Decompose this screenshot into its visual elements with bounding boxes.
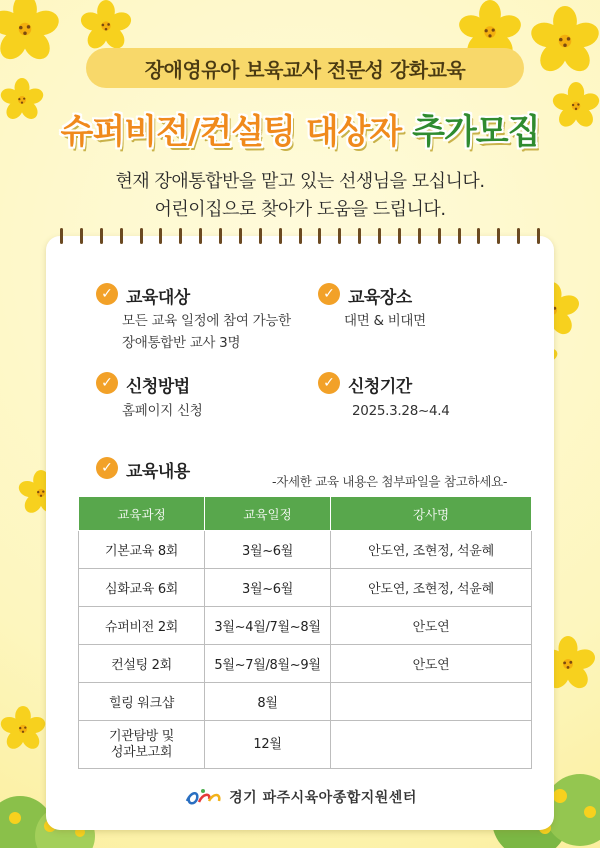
cell-course: 힐링 워크샵 bbox=[79, 683, 205, 721]
table-header-row bbox=[79, 497, 532, 531]
content-note: -자세한 교육 내용은 첨부파일을 참고하세요- bbox=[272, 474, 508, 489]
cell-instructor: 안도연 bbox=[331, 607, 532, 645]
intro-text bbox=[0, 168, 600, 224]
header-course: 교육과정 bbox=[79, 497, 205, 531]
info-card bbox=[46, 236, 554, 830]
method-title: 신청방법 bbox=[126, 377, 190, 397]
content-title: 교육내용 bbox=[126, 462, 190, 482]
place-text: 대면 & 비대면 bbox=[344, 313, 426, 329]
cell-instructor: 안도연, 조현정, 석윤혜 bbox=[331, 531, 532, 569]
subtitle-text: 장애영유아 보육교사 전문성 강화교육 bbox=[144, 57, 466, 82]
flower-icon bbox=[530, 6, 600, 76]
cell-schedule: 8월 bbox=[205, 683, 331, 721]
target-text bbox=[122, 310, 291, 354]
course-table bbox=[78, 496, 532, 769]
target-line1: 모든 교육 일정에 참여 가능한 bbox=[122, 313, 291, 329]
flower-icon bbox=[0, 0, 60, 64]
target-title: 교육대상 bbox=[126, 288, 190, 308]
flower-icon bbox=[0, 706, 46, 752]
cell-course-line2: 성과보고회 bbox=[110, 744, 173, 760]
check-circle-icon: ✓ bbox=[96, 372, 118, 394]
intro-line2: 어린이집으로 찾아가 도움을 드립니다. bbox=[154, 199, 446, 220]
table-row bbox=[79, 569, 532, 607]
title-part2: 추가모집 bbox=[412, 112, 540, 152]
table-row bbox=[79, 721, 532, 769]
check-circle-icon: ✓ bbox=[318, 283, 340, 305]
place-title: 교육장소 bbox=[348, 288, 412, 308]
page-title bbox=[0, 104, 600, 153]
table-row bbox=[79, 645, 532, 683]
cell-instructor bbox=[331, 683, 532, 721]
cell-course: 심화교육 6회 bbox=[79, 569, 205, 607]
table-row bbox=[79, 607, 532, 645]
check-circle-icon: ✓ bbox=[96, 283, 118, 305]
cell-course-line1: 기관탐방 및 bbox=[108, 728, 175, 744]
target-line2: 장애통합반 교사 3명 bbox=[122, 335, 241, 351]
cell-schedule: 5월~7월/8월~9월 bbox=[205, 645, 331, 683]
notebook-rings bbox=[60, 228, 540, 250]
table-row bbox=[79, 683, 532, 721]
cell-course: 컨설팅 2회 bbox=[79, 645, 205, 683]
footer bbox=[0, 787, 600, 807]
cell-schedule: 3월~4월/7월~8월 bbox=[205, 607, 331, 645]
header-instructor: 강사명 bbox=[331, 497, 532, 531]
flower-icon bbox=[80, 0, 132, 52]
method-text: 홈페이지 신청 bbox=[122, 403, 203, 419]
cell-course bbox=[79, 721, 205, 769]
intro-line1: 현재 장애통합반을 맡고 있는 선생님을 모십니다. bbox=[115, 171, 485, 192]
cell-schedule: 3월~6월 bbox=[205, 531, 331, 569]
cell-schedule: 3월~6월 bbox=[205, 569, 331, 607]
cell-instructor bbox=[331, 721, 532, 769]
title-part1: 슈퍼비전/컨설팅 대상자 bbox=[60, 112, 413, 152]
period-title: 신청기간 bbox=[348, 377, 412, 397]
table-row bbox=[79, 531, 532, 569]
center-logo-icon bbox=[183, 787, 223, 807]
period-text: 2025.3.28~4.4 bbox=[352, 403, 450, 419]
cell-course: 기본교육 8회 bbox=[79, 531, 205, 569]
cell-instructor: 안도연 bbox=[331, 645, 532, 683]
subtitle-banner bbox=[86, 48, 524, 88]
check-circle-icon: ✓ bbox=[318, 372, 340, 394]
cell-instructor: 안도연, 조현정, 석윤혜 bbox=[331, 569, 532, 607]
organization-name: 경기 파주시육아종합지원센터 bbox=[229, 790, 417, 806]
check-circle-icon: ✓ bbox=[96, 457, 118, 479]
cell-schedule: 12월 bbox=[205, 721, 331, 769]
header-schedule: 교육일정 bbox=[205, 497, 331, 531]
cell-course: 슈퍼비전 2회 bbox=[79, 607, 205, 645]
